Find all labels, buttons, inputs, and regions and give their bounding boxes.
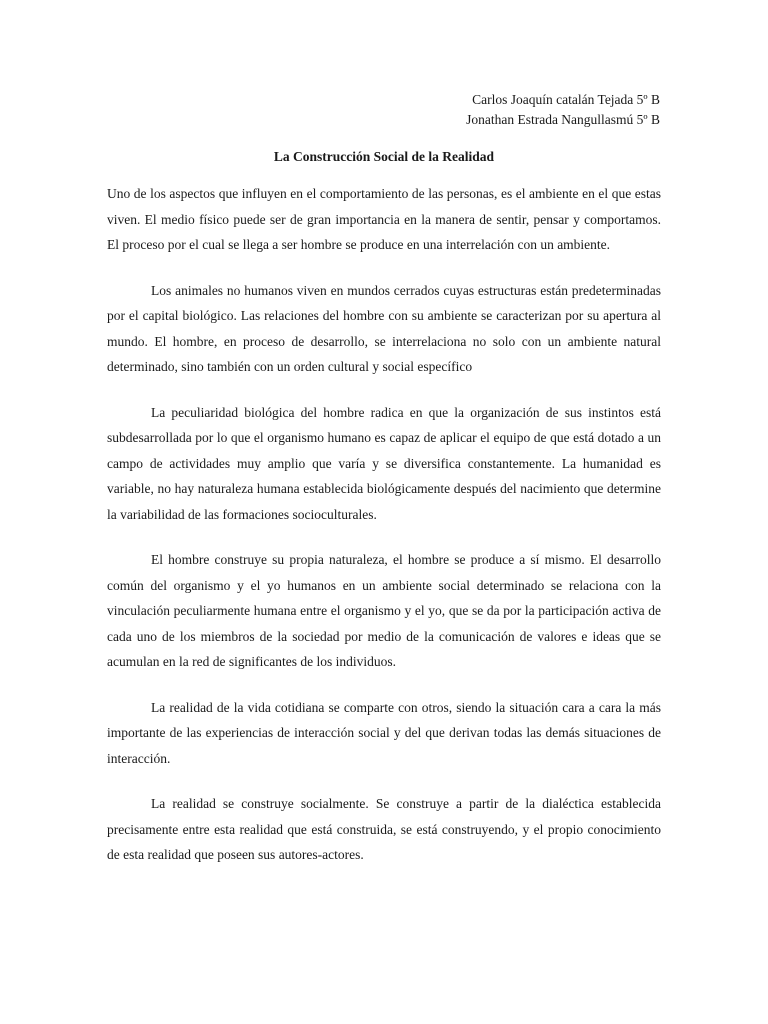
document-title: La Construcción Social de la Realidad <box>273 149 495 164</box>
author-block <box>466 90 660 130</box>
paragraph: Los animales no humanos viven en mundos cerrados cuyas estructuras están predeterminadas por el capital biológico. Las relaciones del hombre con su ambiente se caracterizan por su apertura al mundo. El hombre, en proceso de desarrollo, se interrelaciona no solo con un ambiente natural determinado, sino también con un orden cultural y social específico <box>107 282 661 374</box>
paragraph: El hombre construye su propia naturaleza, el hombre se produce a sí mismo. El desarrollo común del organismo y el yo humanos en un ambiente social determinado se relaciona con la vinculación peculiarmente humana entre el organismo y el yo, que se da por la participación activa de cada uno de los miembros de la sociedad por medio de la comunicación de valores e ideas que se acumulan en la red de significantes de los individuos. <box>107 552 661 669</box>
paragraph: La peculiaridad biológica del hombre radica en que la organización de sus instintos está subdesarrollada por lo que el organismo humano es capaz de aplicar el equipo de que está dotado a un campo de actividades muy amplio que varía y se diversifica constantemente. La humanidad es variable, no hay naturaleza humana establecida biológicamente después del nacimiento que determine la variabilidad de las formaciones socioculturales. <box>107 404 661 522</box>
paragraph: Uno de los aspectos que influyen en el comportamiento de las personas, es el ambiente en el que estas viven. El medio físico puede ser de gran importancia en la manera de sentir, pensar y comportamos. El proceso por el cual se llega a ser hombre se produce en una interrelación con un ambiente. <box>107 186 661 252</box>
author-name: Jonathan Estrada Nangullasmú 5º B <box>466 112 660 127</box>
author-name: Carlos Joaquín catalán Tejada 5º B <box>472 92 660 107</box>
paragraph: La realidad se construye socialmente. Se construye a partir de la dialéctica establecida precisamente entre esta realidad que está construida, se está construyendo, y el propio conocimiento de esta realidad que poseen sus autores-actores. <box>107 796 661 862</box>
paragraph: La realidad de la vida cotidiana se comparte con otros, siendo la situación cara a cara la más importante de las experiencias de interacción social y del que derivan todas las demás situaciones de interacción. <box>107 699 661 766</box>
document-body <box>107 181 661 888</box>
